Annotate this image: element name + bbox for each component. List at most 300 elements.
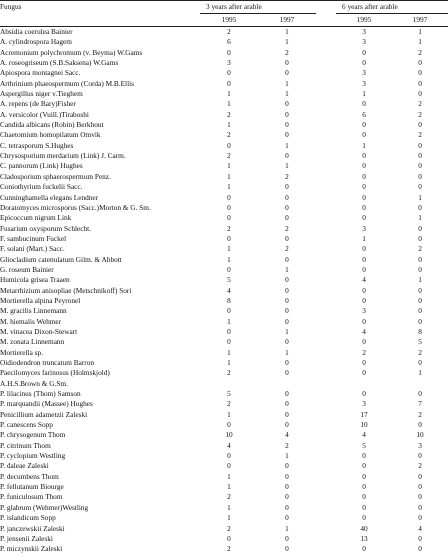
count-6y-1995: 3 bbox=[362, 27, 366, 36]
count-3y-1997: 0 bbox=[285, 202, 289, 212]
count-3y-1997: 0 bbox=[285, 368, 289, 378]
fungus-name: C. tetrasporum S.Hughes bbox=[0, 140, 74, 150]
count-3y-1997: 0 bbox=[285, 233, 289, 243]
count-3y-1997: 2 bbox=[285, 47, 289, 57]
count-3y-1997 bbox=[258, 379, 316, 389]
fungus-name: Penicillium adametzii Zaleski bbox=[0, 409, 88, 419]
table-row bbox=[0, 68, 448, 78]
count-6y-1997: 0 bbox=[418, 471, 422, 481]
fungus-name: Chrysosporium merdarium (Link) J. Carm. bbox=[0, 151, 126, 161]
count-3y-1997: 0 bbox=[285, 275, 289, 285]
table-row bbox=[0, 544, 448, 554]
count-3y-1997: 0 bbox=[285, 358, 289, 367]
gap-cell bbox=[316, 451, 336, 461]
table-row bbox=[0, 286, 448, 296]
group-header-6-years: 6 years after arable bbox=[336, 1, 448, 14]
count-3y-1995: 0 bbox=[227, 192, 231, 202]
gap-cell bbox=[316, 213, 336, 223]
fungus-name: Fusarium oxysporum Schlecht. bbox=[0, 223, 92, 233]
table-row bbox=[0, 379, 448, 389]
fungus-name: Aspergillus niger v.Tieghem bbox=[0, 89, 83, 99]
count-3y-1995: 5 bbox=[227, 389, 231, 399]
fungus-name: P. janczewskii Zaleski bbox=[0, 523, 65, 533]
count-6y-1995: 0 bbox=[362, 451, 366, 461]
count-3y-1997: 1 bbox=[285, 37, 289, 47]
count-3y-1997: 0 bbox=[285, 306, 289, 316]
count-6y-1997: 2 bbox=[418, 130, 422, 140]
fungus-name: Oidiodendron truncatum Barron bbox=[0, 358, 95, 367]
fungus-name: P. chrysogenum Thom bbox=[0, 430, 66, 440]
count-6y-1997: 0 bbox=[418, 264, 422, 274]
fungus-name: Mortierella sp. bbox=[0, 347, 43, 357]
count-3y-1997: 1 bbox=[285, 27, 289, 36]
count-3y-1997: 0 bbox=[285, 192, 289, 202]
fungus-name: P. cyclopium Westling bbox=[0, 451, 66, 461]
count-6y-1995: 1 bbox=[362, 233, 366, 243]
count-3y-1995: 4 bbox=[227, 285, 231, 295]
count-6y-1995: 0 bbox=[362, 389, 366, 399]
fungus-name: Metarrhizium anisopliae (Metschnikoff) Sori bbox=[0, 285, 132, 295]
count-3y-1997: 0 bbox=[285, 337, 289, 347]
count-3y-1995: 1 bbox=[227, 502, 231, 512]
table-row bbox=[0, 482, 448, 492]
table-row bbox=[0, 420, 448, 430]
table-row bbox=[0, 327, 448, 337]
count-3y-1995: 2 bbox=[227, 151, 231, 161]
header-row bbox=[0, 1, 448, 14]
count-6y-1995: 1 bbox=[362, 140, 366, 150]
table-row bbox=[0, 296, 448, 306]
count-6y-1995: 3 bbox=[362, 78, 366, 88]
count-3y-1995: 2 bbox=[227, 109, 231, 119]
count-3y-1995: 0 bbox=[227, 306, 231, 316]
count-6y-1995: 5 bbox=[362, 440, 366, 450]
count-6y-1995: 3 bbox=[362, 68, 366, 78]
count-6y-1995: 40 bbox=[360, 523, 368, 533]
gap-cell bbox=[316, 358, 336, 368]
count-3y-1997: 0 bbox=[285, 420, 289, 430]
count-3y-1995: 0 bbox=[227, 68, 231, 78]
count-6y-1997: 0 bbox=[418, 233, 422, 243]
fungus-name: Candida albicans (Robin) Berkhout bbox=[0, 120, 104, 130]
year-header-6y-1995: 1995 bbox=[336, 14, 392, 27]
fungus-name: Absidia coerulea Bainier bbox=[0, 27, 73, 36]
fungus-name: Humicola grisea Traaen bbox=[0, 275, 70, 285]
count-3y-1997: 1 bbox=[285, 326, 289, 336]
count-6y-1997: 1 bbox=[418, 192, 422, 202]
count-6y-1995: 0 bbox=[362, 213, 366, 223]
count-3y-1995: 2 bbox=[227, 368, 231, 378]
count-3y-1997: 0 bbox=[285, 461, 289, 471]
count-6y-1997: 2 bbox=[418, 99, 422, 109]
count-6y-1997: 0 bbox=[418, 182, 422, 192]
table-row bbox=[0, 182, 448, 192]
gap-cell bbox=[316, 275, 336, 285]
year-header-3y-1997: 1997 bbox=[258, 14, 316, 27]
count-6y-1995: 0 bbox=[362, 337, 366, 347]
count-6y-1995: 4 bbox=[362, 275, 366, 285]
table-row bbox=[0, 441, 448, 451]
count-6y-1997: 0 bbox=[418, 482, 422, 492]
table-row bbox=[0, 492, 448, 502]
count-6y-1995: 0 bbox=[362, 461, 366, 471]
fungus-name: P. marquandii (Massee) Hughes bbox=[0, 399, 93, 409]
count-3y-1995: 5 bbox=[227, 275, 231, 285]
count-3y-1995: 2 bbox=[227, 492, 231, 502]
fungus-name: Cunninghamella elegans Lendner bbox=[0, 192, 99, 202]
count-3y-1995: 0 bbox=[227, 47, 231, 57]
table-row bbox=[0, 337, 448, 347]
fungus-name: P. islandicum Sopp bbox=[0, 513, 56, 523]
count-6y-1995: 0 bbox=[362, 130, 366, 140]
table-row bbox=[0, 265, 448, 275]
count-3y-1995: 0 bbox=[227, 461, 231, 471]
table-row bbox=[0, 399, 448, 409]
table-row bbox=[0, 89, 448, 99]
table-row bbox=[0, 193, 448, 203]
gap-cell bbox=[316, 48, 336, 58]
fungus-name: A. repens (de Bary)Fisher bbox=[0, 99, 76, 109]
table-row bbox=[0, 503, 448, 513]
count-6y-1995: 17 bbox=[360, 409, 368, 419]
group-header-3-years: 3 years after arable bbox=[200, 1, 316, 14]
count-3y-1995 bbox=[200, 379, 258, 389]
count-6y-1995: 0 bbox=[362, 120, 366, 130]
count-6y-1995: 0 bbox=[362, 151, 366, 161]
gap-cell bbox=[316, 265, 336, 275]
count-6y-1997: 3 bbox=[418, 440, 422, 450]
count-6y-1997: 0 bbox=[418, 544, 422, 554]
count-3y-1997: 0 bbox=[285, 295, 289, 305]
table-row bbox=[0, 451, 448, 461]
fungus-name: M. zonata Linnemann bbox=[0, 337, 65, 347]
count-6y-1997: 2 bbox=[418, 461, 422, 471]
count-6y-1997: 0 bbox=[418, 295, 422, 305]
count-6y-1995: 0 bbox=[362, 47, 366, 57]
table-row bbox=[0, 203, 448, 213]
gap-cell bbox=[316, 461, 336, 471]
table-row bbox=[0, 244, 448, 254]
count-6y-1995: 0 bbox=[362, 482, 366, 492]
count-3y-1995: 0 bbox=[227, 140, 231, 150]
gap-cell bbox=[316, 58, 336, 68]
table-row bbox=[0, 368, 448, 378]
count-6y-1995: 0 bbox=[362, 502, 366, 512]
fungus-name: Arthrinium phaeospermum (Corda) M.B.Ellis bbox=[0, 78, 134, 88]
count-6y-1997: 0 bbox=[418, 151, 422, 161]
count-3y-1997: 0 bbox=[285, 513, 289, 523]
fungus-name: P. jensenii Zaleski bbox=[0, 533, 53, 543]
count-6y-1997: 0 bbox=[418, 254, 422, 264]
count-3y-1995: 1 bbox=[227, 171, 231, 181]
gap-cell bbox=[316, 410, 336, 420]
count-3y-1995: 0 bbox=[227, 326, 231, 336]
gap-cell bbox=[316, 399, 336, 409]
table-row bbox=[0, 79, 448, 89]
table-row bbox=[0, 513, 448, 523]
count-6y-1997: 2 bbox=[418, 47, 422, 57]
table-row bbox=[0, 37, 448, 47]
table-row bbox=[0, 48, 448, 58]
gap-cell bbox=[316, 141, 336, 151]
count-3y-1995: 0 bbox=[227, 337, 231, 347]
gap-cell bbox=[316, 286, 336, 296]
gap-cell bbox=[316, 130, 336, 140]
count-6y-1995: 1 bbox=[362, 89, 366, 99]
count-3y-1997: 0 bbox=[285, 213, 289, 223]
count-3y-1997: 0 bbox=[285, 109, 289, 119]
count-6y-1995: 0 bbox=[362, 513, 366, 523]
count-3y-1997: 0 bbox=[285, 130, 289, 140]
count-3y-1997: 1 bbox=[285, 523, 289, 533]
gap-cell bbox=[316, 224, 336, 234]
count-6y-1997: 0 bbox=[418, 120, 422, 130]
count-3y-1997: 1 bbox=[285, 78, 289, 88]
table-row bbox=[0, 172, 448, 182]
gap-cell bbox=[316, 193, 336, 203]
count-3y-1995: 1 bbox=[227, 316, 231, 326]
count-3y-1997: 1 bbox=[285, 347, 289, 357]
fungus-name: P. funiculosum Thom bbox=[0, 492, 63, 502]
count-6y-1997: 0 bbox=[418, 358, 422, 367]
count-6y-1997: 0 bbox=[418, 140, 422, 150]
gap-cell bbox=[316, 441, 336, 451]
count-3y-1997: 2 bbox=[285, 440, 289, 450]
count-6y-1997: 1 bbox=[418, 275, 422, 285]
fungus-name: A. versicolor (Vuill.)Tiraboshi bbox=[0, 109, 89, 119]
count-6y-1995: 0 bbox=[362, 192, 366, 202]
gap-cell bbox=[316, 420, 336, 430]
count-6y-1995: 0 bbox=[362, 295, 366, 305]
table-row bbox=[0, 317, 448, 327]
count-6y-1995: 10 bbox=[360, 420, 368, 430]
count-3y-1995: 2 bbox=[227, 223, 231, 233]
count-6y-1997: 2 bbox=[418, 109, 422, 119]
count-3y-1995: 1 bbox=[227, 120, 231, 130]
count-6y-1997: 5 bbox=[418, 337, 422, 347]
count-3y-1995: 0 bbox=[227, 78, 231, 88]
table-row bbox=[0, 472, 448, 482]
count-6y-1997: 0 bbox=[418, 68, 422, 78]
gap-cell bbox=[316, 120, 336, 130]
count-3y-1995: 0 bbox=[227, 420, 231, 430]
gap-cell bbox=[316, 151, 336, 161]
count-6y-1997: 0 bbox=[418, 202, 422, 212]
count-3y-1995: 1 bbox=[227, 161, 231, 171]
year-header-row bbox=[0, 14, 448, 27]
count-3y-1997: 0 bbox=[285, 533, 289, 543]
count-6y-1997: 0 bbox=[418, 451, 422, 461]
count-3y-1997: 0 bbox=[285, 409, 289, 419]
table-row bbox=[0, 275, 448, 285]
fungus-name: M. hiemalis Wehmer bbox=[0, 316, 62, 326]
table-row bbox=[0, 410, 448, 420]
count-6y-1997: 0 bbox=[418, 420, 422, 430]
count-6y-1997: 0 bbox=[418, 502, 422, 512]
count-6y-1995: 3 bbox=[362, 399, 366, 409]
gap-cell bbox=[316, 14, 336, 27]
gap-cell bbox=[316, 37, 336, 47]
count-3y-1997: 1 bbox=[285, 264, 289, 274]
count-6y-1995: 0 bbox=[362, 161, 366, 171]
gap-cell bbox=[316, 182, 336, 192]
count-6y-1995: 0 bbox=[362, 58, 366, 68]
fungus-name: A. roseogriseum (S.B.Saksena) W.Gams bbox=[0, 58, 119, 68]
fungus-name: Cladosporium sphaerospermum Penz. bbox=[0, 171, 111, 181]
fungus-name: P. citrinum Thom bbox=[0, 440, 51, 450]
fungus-name: P. miczynskii Zaleski bbox=[0, 544, 63, 554]
count-6y-1995: 0 bbox=[362, 471, 366, 481]
count-6y-1995: 0 bbox=[362, 544, 366, 554]
gap-cell bbox=[316, 348, 336, 358]
table-row bbox=[0, 99, 448, 109]
count-6y-1995: 0 bbox=[362, 171, 366, 181]
count-6y-1995: 0 bbox=[362, 492, 366, 502]
count-3y-1995: 3 bbox=[227, 58, 231, 68]
count-3y-1997: 0 bbox=[285, 544, 289, 554]
count-6y-1995: 3 bbox=[362, 37, 366, 47]
count-3y-1997: 0 bbox=[285, 502, 289, 512]
count-3y-1997: 0 bbox=[285, 471, 289, 481]
count-3y-1997: 0 bbox=[285, 68, 289, 78]
fungus-name: Coniothyrium fuckelii Sacc. bbox=[0, 182, 83, 192]
count-3y-1995: 8 bbox=[227, 295, 231, 305]
fungus-name: F. sambucinum Fuckel bbox=[0, 233, 67, 243]
count-3y-1995: 1 bbox=[227, 254, 231, 264]
table-row bbox=[0, 141, 448, 151]
count-3y-1995: 0 bbox=[227, 533, 231, 543]
count-3y-1997: 0 bbox=[285, 316, 289, 326]
count-3y-1995: 1 bbox=[227, 182, 231, 192]
count-3y-1995: 1 bbox=[227, 244, 231, 254]
table-row bbox=[0, 58, 448, 68]
table-row bbox=[0, 255, 448, 265]
count-6y-1997: 1 bbox=[418, 37, 422, 47]
count-3y-1997: 1 bbox=[285, 161, 289, 171]
count-3y-1995: 1 bbox=[227, 89, 231, 99]
count-3y-1997: 0 bbox=[285, 389, 289, 399]
count-3y-1995: 1 bbox=[227, 99, 231, 109]
fungus-name: P. daleae Zaleski bbox=[0, 461, 49, 471]
count-6y-1997: 10 bbox=[416, 430, 424, 440]
count-3y-1995: 0 bbox=[227, 451, 231, 461]
count-6y-1997: 0 bbox=[418, 285, 422, 295]
count-3y-1995: 2 bbox=[227, 27, 231, 36]
fungus-name: Paecilomyces farinosus (Holmskjold) bbox=[0, 368, 110, 378]
count-6y-1995: 3 bbox=[362, 223, 366, 233]
count-6y-1995: 0 bbox=[362, 99, 366, 109]
count-3y-1997: 0 bbox=[285, 482, 289, 492]
gap-cell bbox=[316, 110, 336, 120]
gap-cell bbox=[316, 99, 336, 109]
count-6y-1997: 0 bbox=[418, 161, 422, 171]
fungus-name: P. lilacinus (Thom) Samson bbox=[0, 389, 81, 399]
gap-cell bbox=[316, 244, 336, 254]
count-3y-1995: 1 bbox=[227, 471, 231, 481]
count-6y-1997: 0 bbox=[418, 389, 422, 399]
count-3y-1995: 1 bbox=[227, 482, 231, 492]
count-3y-1997: 2 bbox=[285, 244, 289, 254]
count-3y-1995: 2 bbox=[227, 523, 231, 533]
count-3y-1997: 4 bbox=[285, 430, 289, 440]
fungus-name: C. pannorum (Link) Hughes bbox=[0, 161, 83, 171]
count-6y-1997: 7 bbox=[418, 399, 422, 409]
count-3y-1995: 1 bbox=[227, 513, 231, 523]
gap-cell bbox=[316, 492, 336, 502]
count-6y-1997: 1 bbox=[418, 27, 422, 36]
header-spacer bbox=[0, 14, 200, 27]
fungus-name: Acremonium polychromum (v. Beyma) W.Gams bbox=[0, 47, 143, 57]
table-row bbox=[0, 151, 448, 161]
table-row bbox=[0, 120, 448, 130]
gap-cell bbox=[316, 1, 336, 14]
count-6y-1997: 2 bbox=[418, 244, 422, 254]
count-6y-1997: 0 bbox=[418, 533, 422, 543]
count-6y-1997: 0 bbox=[418, 171, 422, 181]
gap-cell bbox=[316, 234, 336, 244]
count-3y-1995: 0 bbox=[227, 213, 231, 223]
table-row bbox=[0, 110, 448, 120]
gap-cell bbox=[316, 503, 336, 513]
fungus-name: P. canescens Sopp bbox=[0, 420, 53, 430]
table-row bbox=[0, 213, 448, 223]
gap-cell bbox=[316, 544, 336, 554]
fungus-name: M. vinacea Dixon-Stewart bbox=[0, 326, 78, 336]
count-6y-1997: 4 bbox=[418, 523, 422, 533]
count-6y-1997: 1 bbox=[418, 213, 422, 223]
count-6y-1997: 8 bbox=[418, 326, 422, 336]
table-row bbox=[0, 389, 448, 399]
count-6y-1995: 3 bbox=[362, 306, 366, 316]
fungus-name: Doratomyces microsporus (Sacc.)Morton & G. Sm. bbox=[0, 202, 151, 212]
count-3y-1997: 2 bbox=[285, 171, 289, 181]
gap-cell bbox=[316, 482, 336, 492]
fungus-name: A.H.S.Brown & G.Sm. bbox=[0, 378, 68, 388]
count-6y-1997: 0 bbox=[418, 223, 422, 233]
count-6y-1995: 0 bbox=[362, 285, 366, 295]
count-3y-1995: 1 bbox=[227, 358, 231, 367]
count-6y-1997: 0 bbox=[418, 316, 422, 326]
count-3y-1995: 2 bbox=[227, 399, 231, 409]
count-6y-1995: 0 bbox=[362, 202, 366, 212]
count-3y-1995: 6 bbox=[227, 37, 231, 47]
fungus-name: Epicoccum nigrum Link bbox=[0, 213, 72, 223]
count-3y-1995: 2 bbox=[227, 544, 231, 554]
table-row bbox=[0, 358, 448, 368]
gap-cell bbox=[316, 389, 336, 399]
count-3y-1995: 0 bbox=[227, 264, 231, 274]
fungus-name: Chaetomium homopilatum Omvik bbox=[0, 130, 101, 140]
count-6y-1997: 1 bbox=[418, 368, 422, 378]
gap-cell bbox=[316, 534, 336, 544]
count-6y-1995: 0 bbox=[362, 264, 366, 274]
count-3y-1997: 0 bbox=[285, 399, 289, 409]
count-3y-1997: 0 bbox=[285, 182, 289, 192]
table-row bbox=[0, 430, 448, 440]
fungus-name: M. gracilis Linnemann bbox=[0, 306, 67, 316]
gap-cell bbox=[316, 337, 336, 347]
count-3y-1997: 0 bbox=[285, 285, 289, 295]
count-6y-1995: 6 bbox=[362, 109, 366, 119]
count-6y-1997: 0 bbox=[418, 513, 422, 523]
gap-cell bbox=[316, 327, 336, 337]
fungus-name: Gliocladium catenulatum Gilm. & Abbott bbox=[0, 254, 122, 264]
count-3y-1997: 1 bbox=[285, 89, 289, 99]
gap-cell bbox=[316, 89, 336, 99]
count-3y-1995: 0 bbox=[227, 233, 231, 243]
gap-cell bbox=[316, 161, 336, 171]
count-6y-1997: 0 bbox=[418, 306, 422, 316]
